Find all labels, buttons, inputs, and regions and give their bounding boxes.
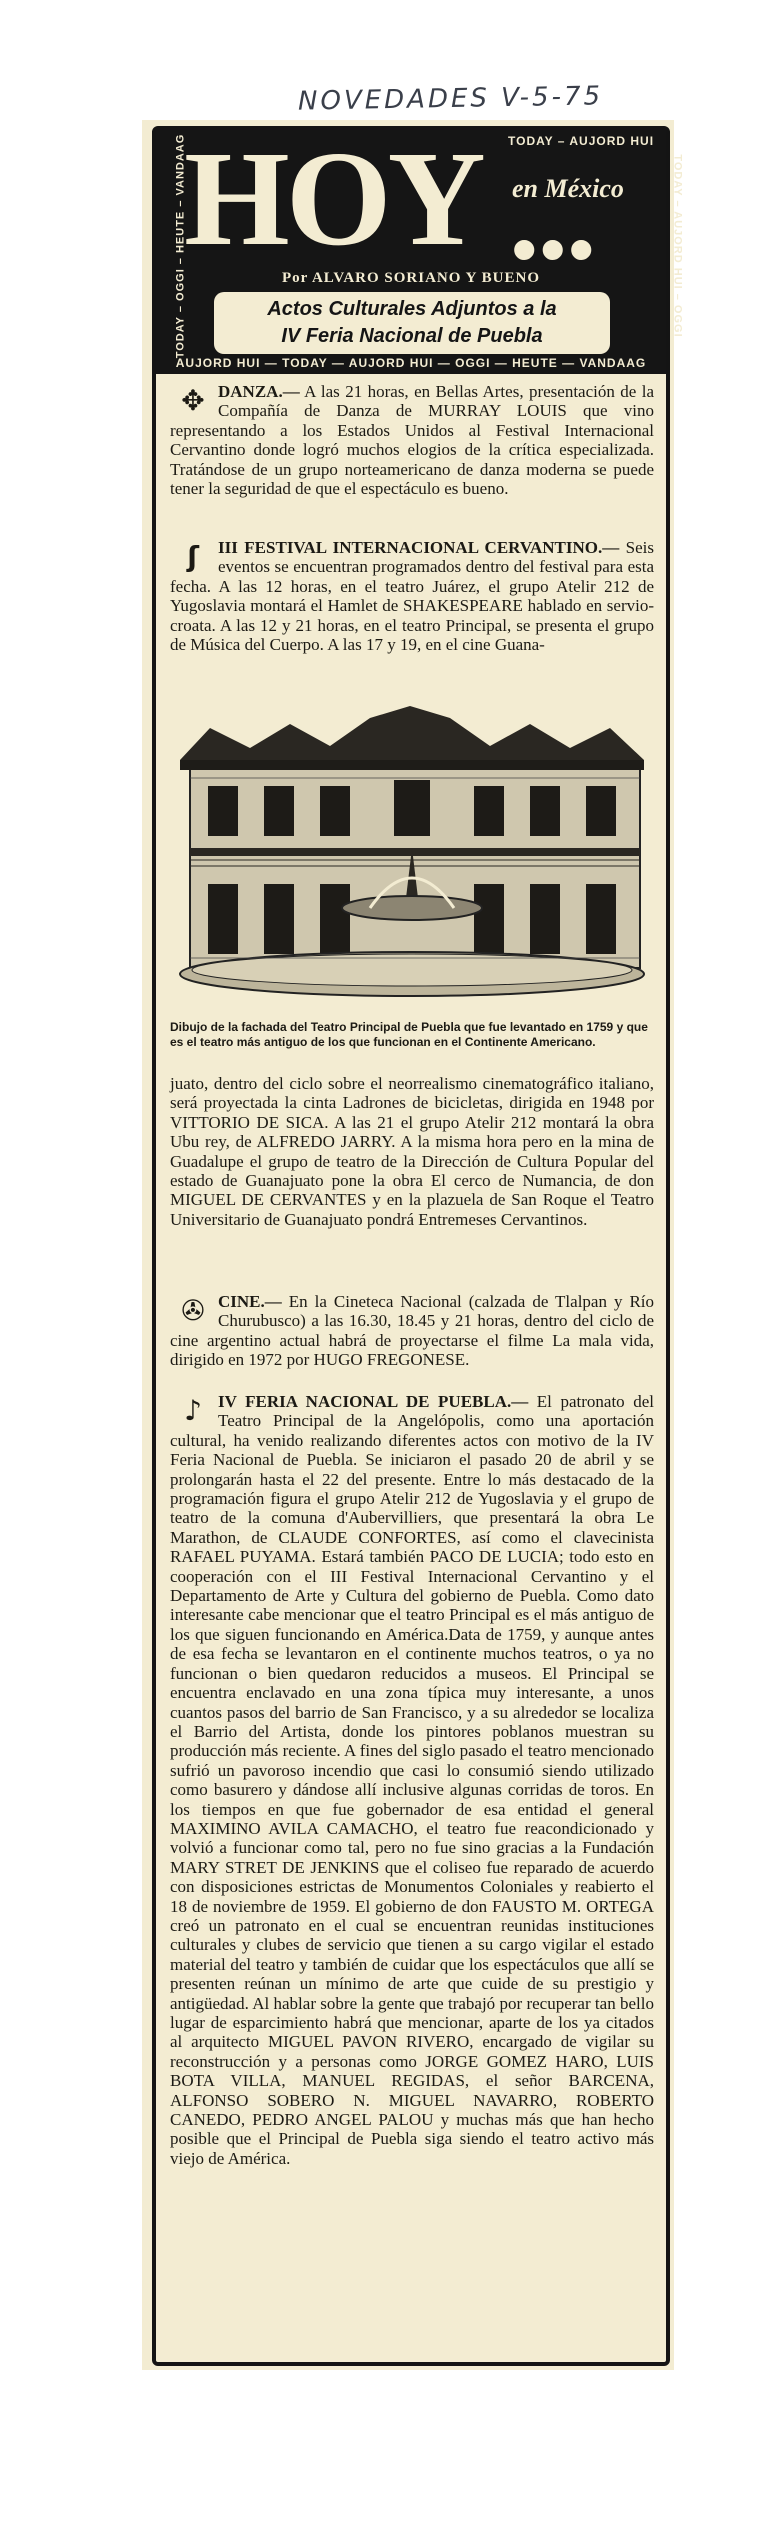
masthead-title: HOY bbox=[184, 124, 482, 274]
masthead-dots: ••• bbox=[512, 210, 598, 288]
theater-facade-illustration bbox=[170, 698, 654, 1020]
section-text-cine: En la Cineteca Nacional (calzada de Tlalpan y Río Churubusco) a las 16.30, 18.45 y 21 horas, dentro del ciclo de cine argentino actual habrá de proyectarse el filme La mala vida, dirigido en 1972 por HUGO FREGONESE. bbox=[170, 1292, 655, 1370]
headline-line-1: Actos Culturales Adjuntos a la bbox=[267, 298, 557, 320]
masthead-strip-right: TODAY – AUJORD HUI – OGGI bbox=[671, 154, 684, 338]
section-text-festival: Seis eventos se encuentran programados dentro del festival para esta fecha. A las 12 horas, en el teatro Juárez, el grupo Atelir 212 de Yugoslavia montará el Hamlet de SHAKESPEARE hablado en servio-croata. A las 12 y 21 horas, en el teatro Principal, se presenta el grupo de Música del Cuerpo. A las 17 y 19, en el cine Guana- bbox=[170, 538, 654, 655]
section-festival-continued bbox=[170, 1074, 654, 1229]
byline: Por ALVARO SORIANO Y BUENO bbox=[282, 270, 540, 286]
headline-box bbox=[214, 292, 610, 354]
music-note-icon-2: ♪ bbox=[184, 1394, 202, 1427]
article-frame bbox=[152, 124, 684, 2366]
section-heading-danza: DANZA.— bbox=[218, 382, 300, 401]
section-text-danza: A las 21 horas, en Bellas Artes, presentación de la Compañía de Danza de MURRAY LOUIS que vino representando a los Estados Unidos al Festival Internacional Cervantino donde logró muchos elogios de la crítica especializada. Tratándose de un grupo norteamericano de danza moderna se puede tener la seguridad de que el espectáculo es bueno. bbox=[170, 382, 654, 499]
music-note-icon: ʃ bbox=[187, 540, 199, 573]
masthead-subtitle: en México bbox=[512, 174, 624, 203]
section-heading-festival: III FESTIVAL INTERNACIONAL CERVANTINO.— bbox=[218, 538, 620, 557]
newspaper-clipping bbox=[142, 120, 684, 2370]
masthead-strip-left: TODAY – OGGI – HEUTE – VANDAAG bbox=[174, 133, 187, 359]
section-festival bbox=[170, 538, 654, 654]
section-heading-feria: IV FERIA NACIONAL DE PUEBLA.— bbox=[218, 1392, 529, 1411]
figure-caption: Dibujo de la fachada del Teatro Principal de Puebla que fue levantado en 1759 y que es el teatro más antiguo de los que funcionan en el Continente Americano. bbox=[170, 1020, 648, 1049]
masthead-strip-bottom: AUJORD HUI — TODAY — AUJORD HUI — OGGI — HEUTE — VANDAAG bbox=[175, 356, 647, 370]
film-camera-icon: ✇ bbox=[181, 1294, 205, 1327]
section-heading-cine: CINE.— bbox=[218, 1292, 282, 1311]
section-text-festival-cont: juato, dentro del ciclo sobre el neorrealismo cinematográfico italiano, será proyectada la cinta Ladrones de bicicletas, dirigida en 1948 por VITTORIO DE SICA. A las 21 el grupo Atelir 212 montará la obra Ubu rey, de ALFREDO JARRY. A la misma hora pero en la mina de Guadalupe el grupo de teatro de la Dirección de Cultura Popular del estado de Guanajuato pone la obra El cerco de Numancia, de don MIGUEL DE CERVANTES y en la plazuela de San Roque el Teatro Universitario de Guanajuato pondrá Entremeses Cervantinos. bbox=[170, 1074, 654, 1229]
section-feria bbox=[170, 1392, 654, 2168]
handwritten-date-note: NOVEDADES V-5-75 bbox=[297, 81, 604, 117]
section-text-feria: El patronato del Teatro Principal de la Angelópolis, como una aportación cultural, ha venido realizando diferentes actos con motivo de la IV Feria Nacional de Puebla. Se iniciaron el pasado 20 de abril y se prolongarán hasta el 22 del presente. Entre lo más destacado de la programación figura el grupo Atelir 212 de Yugoslavia y el grupo de teatro de la comuna d'Aubervilliers, que presentará la obra Le Marathon, de CLAUDE CONFORTES, así como el clavecinista RAFAEL PUYAMA. Estará también PACO DE LUCIA; todo esto en cooperación con el III Festival Internacional Cervantino y el Departamento de Arte y Cultura del gobierno de Puebla. Como dato interesante cabe mencionar que el teatro Principal es el más antiguo de los que siguen funcionando en América.Data de 1759, y aunque antes de esa fecha se levantaron en el continente muchos teatros, o ya no funcionan o bien quedaron reducidos a museos. El Principal se encuentra enclavado en una zona típica muy interesante, a unos cuantos pasos del barrio de San Francisco, y a su alrededor se localiza el Barrio del Artista, donde los pintores poblanos muestran su producción más reciente. A fines del siglo pasado el teatro mencionado sufrió un pavoroso incendio que casi lo consumió siendo utilizado como basurero y dándose allí inclusive algunas corridas de toros. En los tiempos en que fue gobernador de esa entidad el general MAXIMINO AVILA CAMACHO, el teatro fue reacondicionado y volvió a funcionar como tal, pero no fue sino gracias a la Fundación MARY STRET DE JENKINS que el coliseo fue reparado de acuerdo con disposiciones estrictas de Monumentos Coloniales y reabierto el 18 de noviembre de 1959. El gobierno de don FAUSTO M. ORTEGA creó un patronato en el cual se encuentran reunidas instituciones culturales y clubes de servicio que tienen a su cargo vigilar el estado material del teatro y también de cuidar que los espectáculos que allí se presenten reúnan un mínimo de arte que cuide de su prestigio y antigüedad. Al hablar sobre la gente que trabajó por recuperar tan bello lugar de esparcimiento habrá que mencionar, aparte de los ya citados al arquitecto MIGUEL PAVON RIVERO, encargado de vigilar su reconstrucción y a personas como JORGE GOMEZ HARO, LUIS BOTA VILLA, MANUEL REGIDAS, el señor BARCENA, ALFONSO SOBERO N. MIGUEL NAVARRO, ROBERTO CANEDO, PEDRO ANGEL PALOU y muchas más que han hecho posible que el Principal de Puebla siga siendo el teatro activo más viejo de América. bbox=[170, 1392, 654, 2168]
masthead bbox=[156, 124, 684, 374]
headline-line-2: IV Feria Nacional de Puebla bbox=[281, 325, 543, 347]
masthead-strip-top: TODAY – AUJORD HUI bbox=[508, 134, 655, 148]
section-danza bbox=[170, 382, 654, 498]
dancer-icon: ✥ bbox=[181, 384, 205, 417]
facade-drawing bbox=[170, 698, 654, 1020]
section-cine bbox=[170, 1292, 654, 1370]
